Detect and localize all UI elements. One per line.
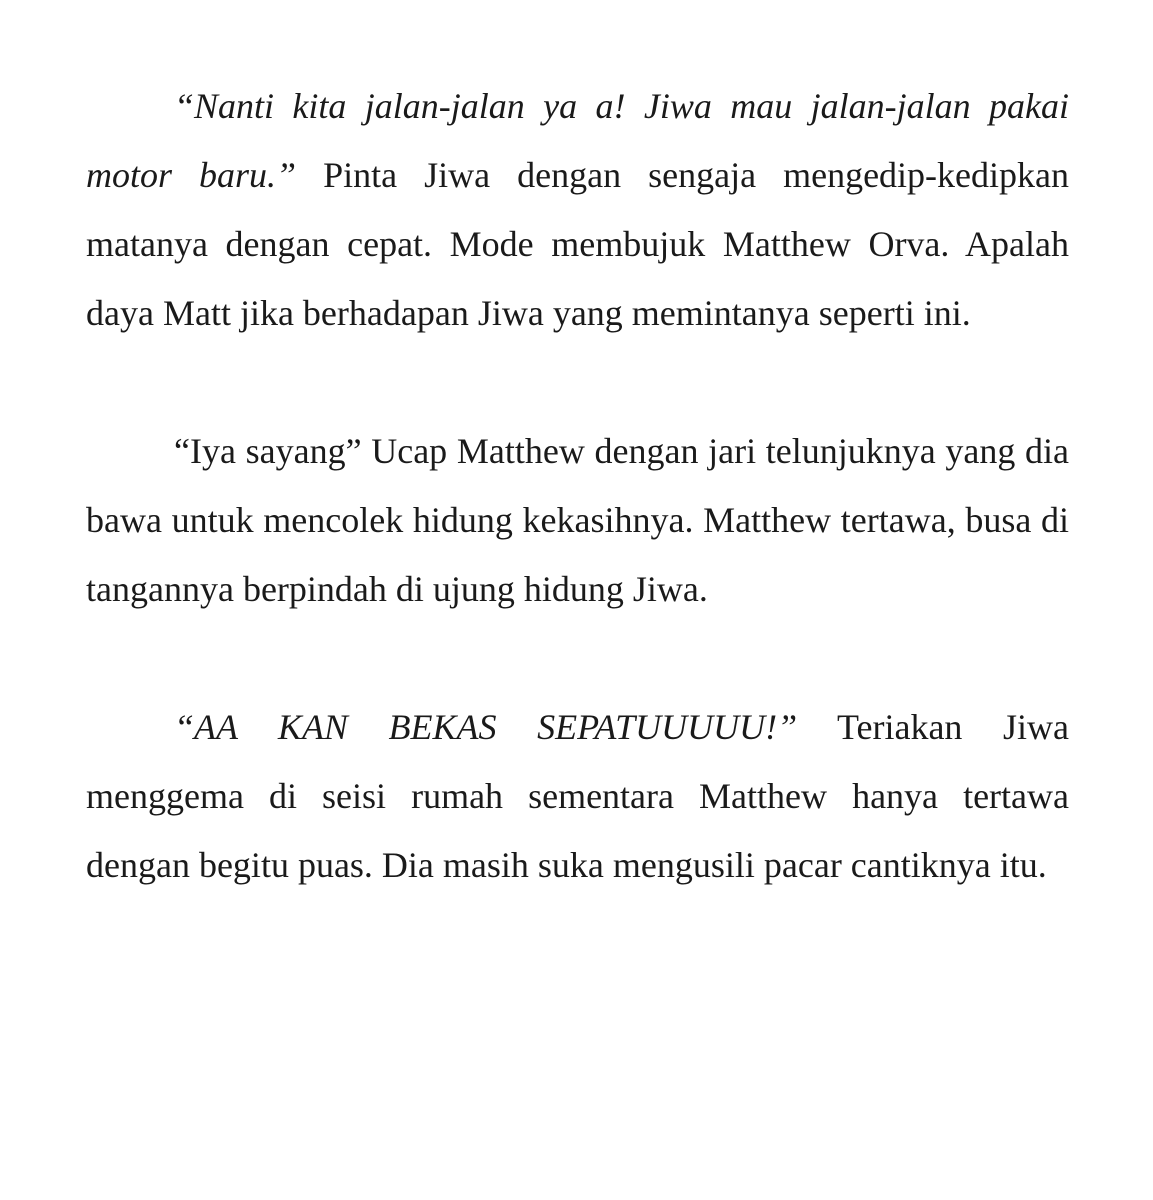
dialogue-quote: “Iya sayang” (174, 431, 362, 471)
narration-text: Ucap Matthew dengan jari telunjuknya yang dia bawa untuk mencolek hidung kekasihnya. Matthew tertawa, busa di tangannya berpindah di ujung hidung Jiwa. (86, 431, 1069, 609)
paragraph-3 (86, 693, 1069, 900)
paragraph-1 (86, 72, 1069, 348)
story-page (86, 72, 1069, 900)
narration-text: Teriakan Jiwa menggema di seisi rumah sementara Matthew hanya tertawa dengan begitu puas. Dia masih suka mengusili pacar cantiknya itu. (86, 707, 1069, 885)
paragraph-2 (86, 417, 1069, 624)
dialogue-quote: “AA KAN BEKAS SEPATUUUUU!” (174, 707, 798, 747)
narration-text: Pinta Jiwa dengan sengaja mengedip-kedipkan matanya dengan cepat. Mode membujuk Matthew Orva. Apalah daya Matt jika berhadapan Jiwa yang memintanya seperti ini. (86, 155, 1069, 333)
dialogue-quote: “Nanti kita jalan-jalan ya a! Jiwa mau jalan-jalan pakai motor baru.” (86, 86, 1069, 195)
